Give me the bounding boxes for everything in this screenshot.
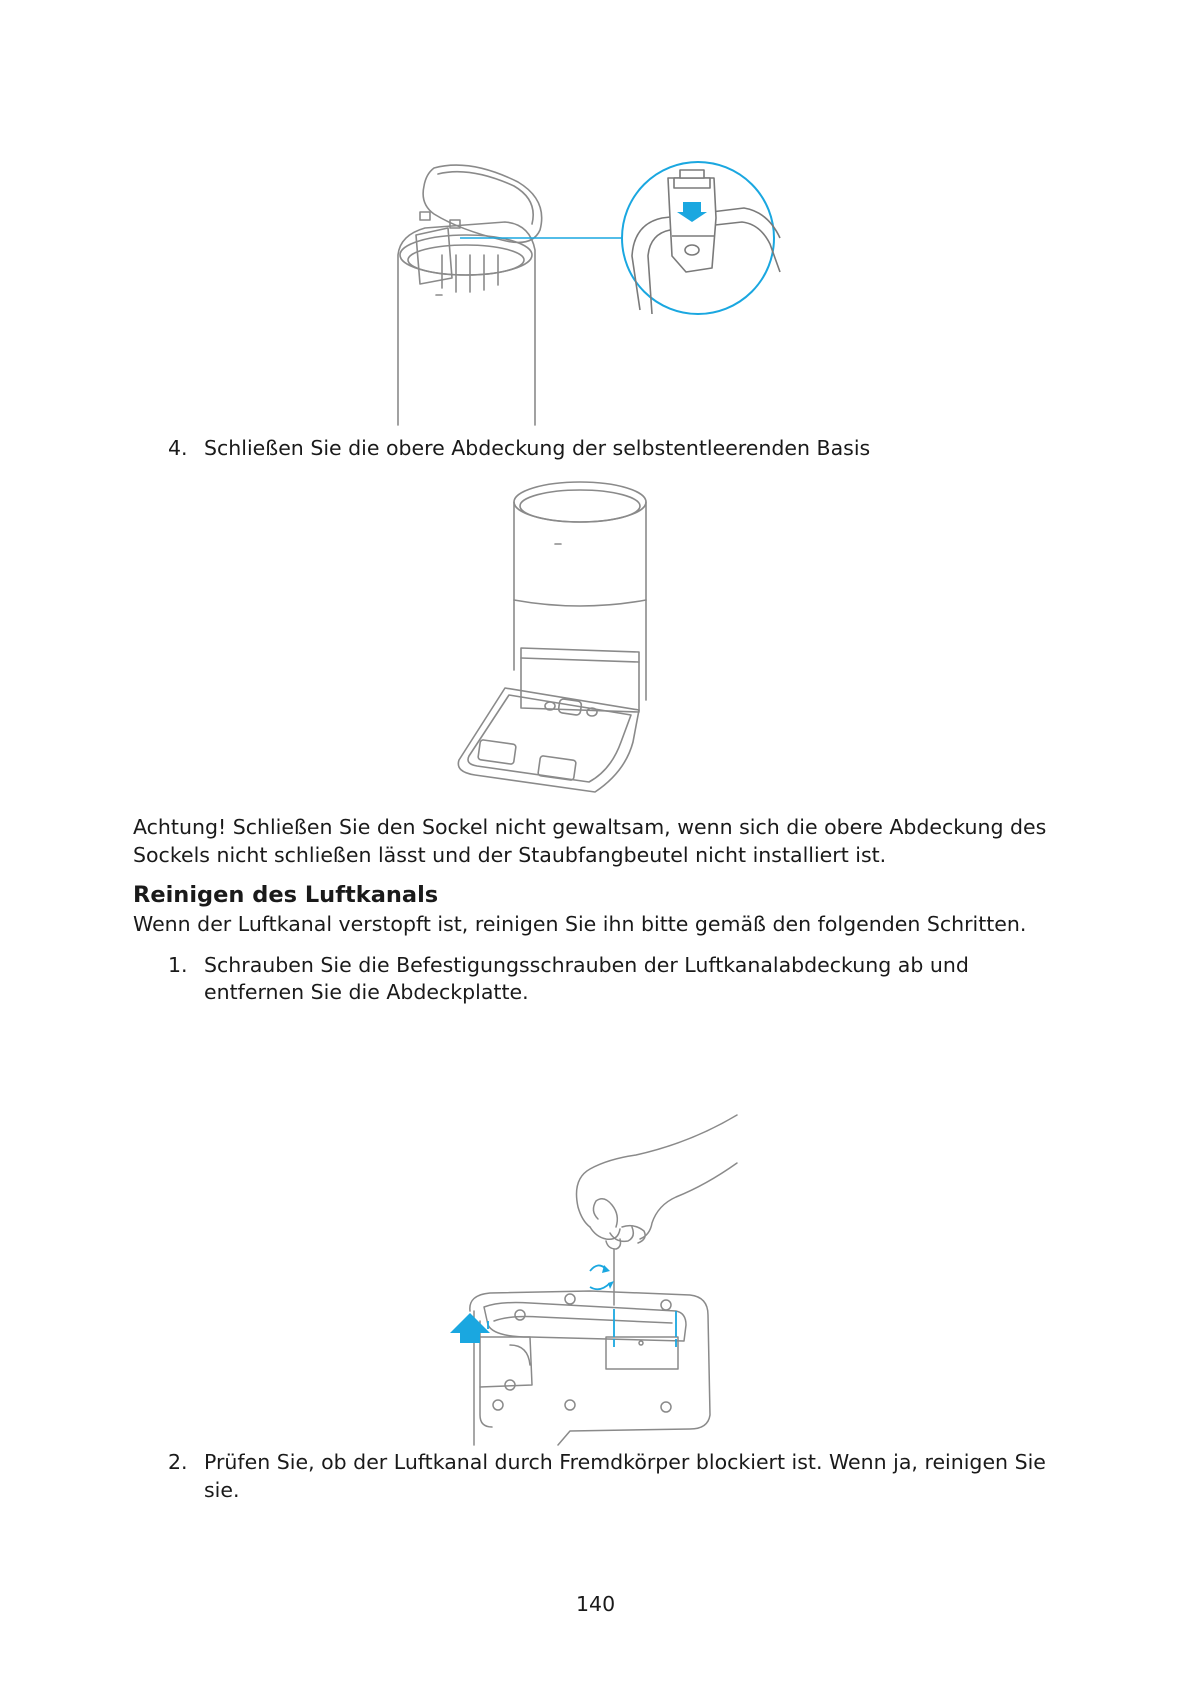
open-lid-illustration (390, 160, 810, 425)
page-number: 140 (576, 1592, 616, 1616)
step-1-number: 1. (168, 953, 188, 977)
section-intro: Wenn der Luftkanal verstopft ist, reinigen Sie ihn bitte gemäß den folgenden Schritten. (133, 912, 1027, 936)
closed-base-illustration (455, 480, 665, 800)
step-1-line-1: Schrauben Sie die Befestigungsschrauben der Luftkanalabdeckung ab und (204, 953, 969, 977)
step-2-line-2: sie. (204, 1478, 240, 1502)
step-2-number: 2. (168, 1450, 188, 1474)
warning-line-1: Achtung! Schließen Sie den Sockel nicht gewaltsam, wenn sich die obere Abdeckung des (133, 815, 1047, 839)
step-4-number: 4. (168, 436, 188, 460)
remove-screws-illustration (440, 1115, 740, 1435)
warning-line-2: Sockels nicht schließen lässt und der Staubfangbeutel nicht installiert ist. (133, 843, 887, 867)
step-1-line-2: entfernen Sie die Abdeckplatte. (204, 980, 529, 1004)
step-2-line-1: Prüfen Sie, ob der Luftkanal durch Fremdkörper blockiert ist. Wenn ja, reinigen Sie (204, 1450, 1046, 1474)
section-heading: Reinigen des Luftkanals (133, 882, 439, 908)
step-4-text: Schließen Sie die obere Abdeckung der selbstentleerenden Basis (204, 436, 871, 460)
